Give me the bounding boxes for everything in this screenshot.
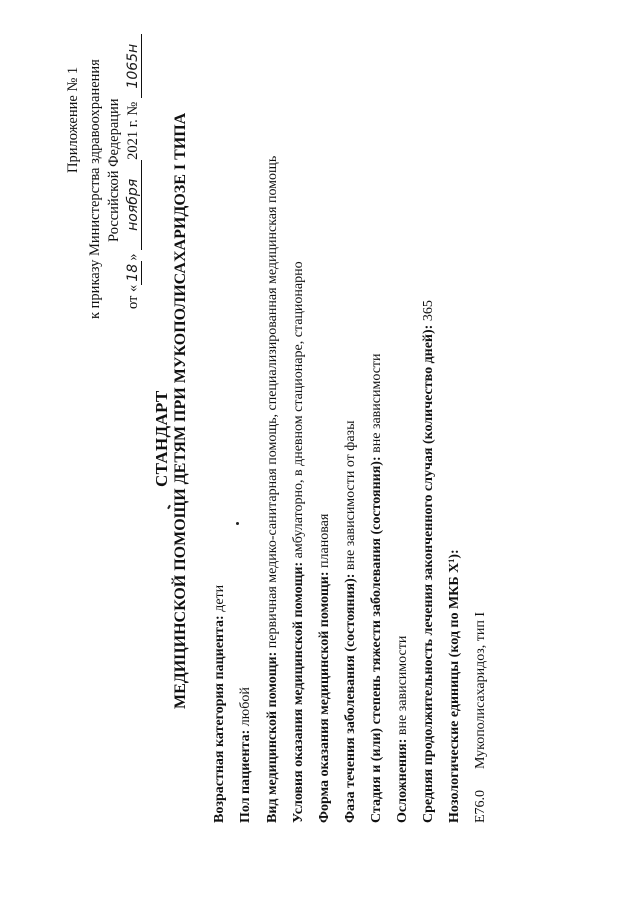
- document-subtitle: МЕДИЦИНСКОЙ ПОМОЩИ ДЕТЯМ ПРИ МУКОПОЛИСАХАРИДОЗЕ I ТИПА: [172, 112, 189, 709]
- nosology-entry-row: [474, 423, 492, 823]
- care-type-value: первичная медико-санитарная помощь, специализированная медицинская помощь: [265, 155, 280, 649]
- age-category-label: Возрастная категория пациента:: [212, 615, 227, 823]
- disease-name: Мукополисахаридоз, тип I: [473, 611, 488, 769]
- complications-label: Осложнения:: [395, 738, 410, 823]
- scan-mark: [167, 505, 171, 509]
- disease-stage-label: Стадия и (или) степень тяжести заболевания (состояния):: [369, 456, 384, 823]
- icd-code: E76.0: [473, 789, 488, 823]
- disease-phase-value: вне зависимости от фазы: [343, 420, 358, 571]
- care-conditions-row: [292, 261, 306, 823]
- handwritten-order-number: 1065н: [126, 34, 142, 98]
- handwritten-day: 18: [126, 261, 142, 285]
- care-form-row: [318, 514, 332, 823]
- care-form-value: плановая: [317, 513, 332, 568]
- care-conditions-label: Условия оказания медицинской помощи:: [291, 561, 306, 823]
- complications-value: вне зависимости: [395, 635, 410, 736]
- order-date-line: [126, 34, 142, 309]
- patient-sex-value: любой: [238, 687, 253, 727]
- disease-stage-value: вне зависимости: [369, 353, 384, 453]
- patient-sex-row: [239, 687, 253, 823]
- document-title: СТАНДАРТ: [152, 390, 171, 487]
- ministry-line: Российской Федерации: [106, 98, 122, 242]
- age-category-row: [213, 585, 227, 823]
- nosology-label: Нозологические единицы (код по МКБ X¹):: [447, 549, 462, 823]
- nosology-heading-row: [448, 549, 462, 823]
- treatment-duration-row: [422, 300, 436, 823]
- patient-sex-label: Пол пациента:: [238, 729, 253, 823]
- care-form-label: Форма оказания медицинской помощи:: [317, 571, 332, 823]
- disease-phase-label: Фаза течения заболевания (состояния):: [343, 573, 358, 823]
- date-year: 2021 г. №: [125, 101, 141, 160]
- care-type-row: [266, 156, 280, 823]
- care-conditions-value: амбулаторно, в дневном стационаре, стационарно: [291, 261, 306, 559]
- date-prefix: от «: [125, 284, 141, 309]
- treatment-duration-label: Средняя продолжительность лечения законченного случая (количество дней):: [421, 324, 436, 823]
- date-mid: »: [125, 253, 141, 261]
- disease-phase-row: [344, 421, 358, 824]
- disease-stage-row: [370, 353, 384, 823]
- appendix-label: Приложение № 1: [65, 66, 81, 173]
- treatment-duration-value: 365: [421, 300, 436, 322]
- order-line: к приказу Министерства здравоохранения: [87, 59, 103, 319]
- complications-row: [396, 636, 410, 823]
- handwritten-month: ноября: [126, 160, 142, 250]
- scan-dot: [236, 522, 239, 525]
- care-type-label: Вид медицинской помощи:: [265, 651, 280, 823]
- age-category-value: дети: [212, 584, 227, 612]
